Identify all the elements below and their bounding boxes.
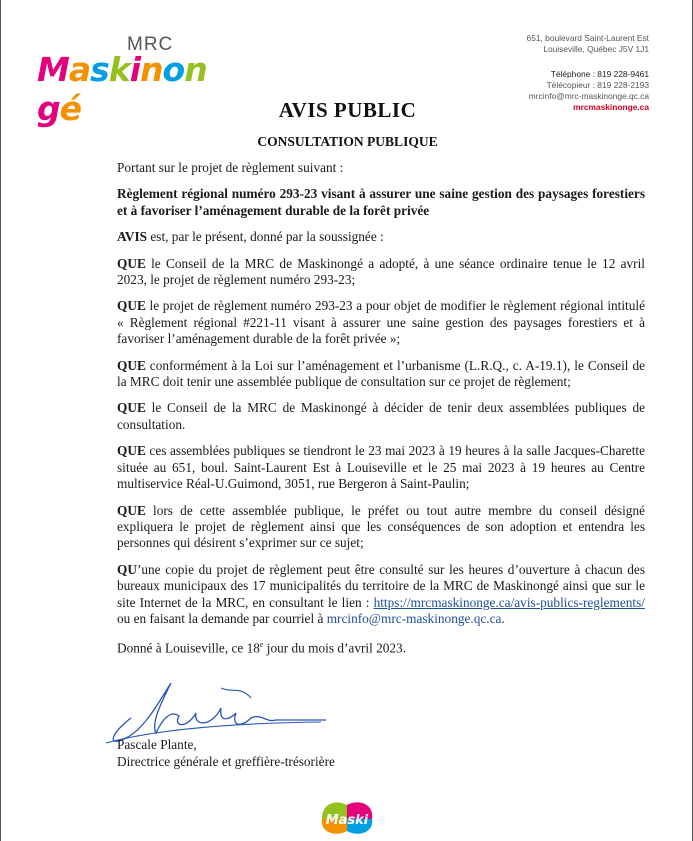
- logo-letter: n: [140, 50, 163, 89]
- signer-name: Pascale Plante,: [117, 737, 197, 752]
- website: mrcmaskinonge.ca: [573, 102, 649, 112]
- maski-logo: [314, 797, 380, 839]
- que-paragraph-2: QUE le projet de règlement numéro 293-23 a pour objet de modifier le règlement régional intitulé « Règlement régional #221-11 visant à assurer une saine gestion des paysages forestiers et à favoriser l’aménagement durable de la forêt privée »;: [117, 298, 645, 347]
- logo-letter: i: [129, 50, 141, 89]
- logo-letter: k: [108, 50, 130, 89]
- email-link[interactable]: mrcinfo@mrc-maskinonge.qc.ca: [326, 610, 502, 626]
- logo-mrc-text: MRC: [127, 34, 174, 55]
- que-paragraph-1: QUE le Conseil de la MRC de Maskinongé a adopté, à une séance ordinaire tenue le 12 avril 2023, le projet de règlement numéro 293-23;: [117, 255, 645, 288]
- que-paragraph-4: QUE le Conseil de la MRC de Maskinongé à décider de tenir deux assemblées publiques de consultation.: [117, 400, 645, 432]
- logo-letter: g: [37, 89, 60, 128]
- que-paragraph-6: QUE lors de cette assemblée publique, le préfet ou tout autre membre du conseil désigné expliquera le projet de règlement ainsi que les conséquences de son adoption et entendra les personnes qui désirent s’exprimer sur ce sujet;: [117, 502, 645, 551]
- logo-letter: M: [37, 50, 69, 89]
- notice-body: [117, 160, 645, 667]
- fax-number: Télécopieur : 819 228-2193: [546, 80, 649, 90]
- contact-email: mrcinfo@mrc-maskinonge.qc.ca: [528, 91, 649, 101]
- intro-paragraph: Portant sur le projet de règlement suivant :: [117, 160, 344, 175]
- logo-letter: s: [90, 50, 109, 89]
- logo-letter: é: [59, 89, 82, 128]
- logo-letter: o: [162, 50, 185, 89]
- que-paragraph-5: QUE ces assemblées publiques se tiendront le 23 mai 2023 à 19 heures à la salle Jacques-Charette située au 651, boul. Saint-Laurent Est à Louiseville et le 25 mai 2023 à 19 heures au Centre multiservice Réal-U.Guimond, 3051, rue Bergeron à Saint-Paulin;: [117, 443, 645, 492]
- que-paragraph-3: QUE conformément à la Loi sur l’aménagement et l’urbanisme (L.R.Q., c. A-19.1), le Conseil de la MRC doit tenir une assemblée publique de consultation sur ce projet de règlement;: [117, 357, 645, 390]
- address-line-1: 651, boulevard Saint-Laurent Est: [526, 33, 649, 43]
- maski-logo-text: Maski: [325, 813, 369, 828]
- qu-paragraph-7: QU’une copie du projet de règlement peut être consulté sur les heures d’ouverture à chacun des bureaux municipaux des 17 municipalités du territoire de la MRC de Maskinongé ainsi que sur le site Internet de la MRC, en consultant le lien : https://mrcmaskinonge.ca/avis-publics-reglements/ ou en faisant la demande par courriel à mrcinfo@mrc-maskinonge.qc.ca.: [117, 561, 645, 626]
- logo-letter: a: [68, 50, 91, 89]
- done-at-paragraph: Donné à Louiseville, ce 18e jour du mois d’avril 2023.: [117, 640, 407, 656]
- signer-block: [117, 736, 335, 770]
- notice-title: AVIS PUBLIC: [278, 98, 417, 122]
- logo-letter: n: [184, 50, 207, 89]
- phone-number: Téléphone : 819 228-9461: [550, 69, 649, 79]
- reglements-link[interactable]: https://mrcmaskinonge.ca/avis-publics-reglements/: [373, 594, 645, 610]
- address-line-2: Louiseville, Québec J5V 1J1: [543, 44, 649, 54]
- mrc-maskinonge-logo: [37, 32, 207, 128]
- avis-paragraph: AVIS est, par le présent, donné par la soussignée :: [117, 229, 384, 245]
- notice-subtitle: CONSULTATION PUBLIQUE: [257, 134, 438, 149]
- signer-role: Directrice générale et greffière-trésorière: [117, 754, 335, 769]
- regulation-title: Règlement régional numéro 293-23 visant à assurer une saine gestion des paysages forestiers et à favoriser l’aménagement durable de la forêt privée: [117, 186, 645, 218]
